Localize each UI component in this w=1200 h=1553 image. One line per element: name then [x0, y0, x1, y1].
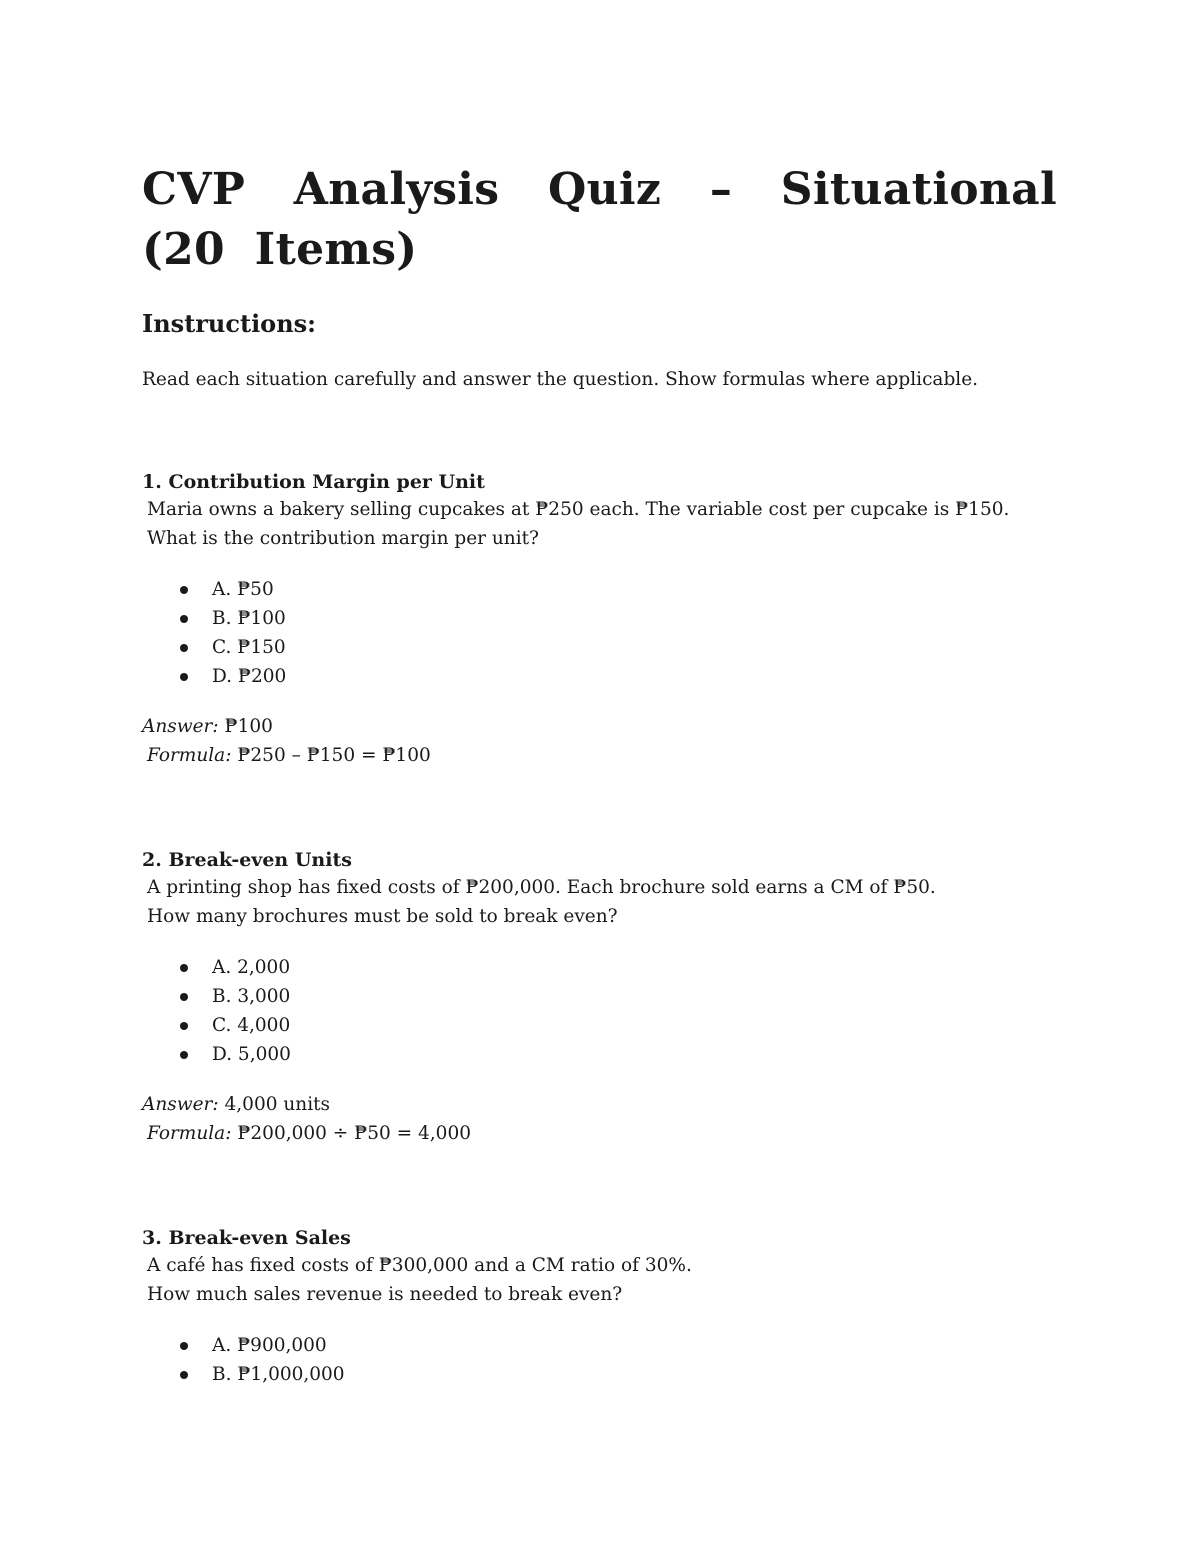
question-heading: 2. Break-even Units — [142, 849, 352, 871]
option-label: D. 5,000 — [212, 1044, 291, 1065]
bullet-icon — [180, 1342, 188, 1350]
option-label: A. ₱900,000 — [212, 1335, 327, 1356]
formula-label: Formula: — [147, 744, 232, 766]
question-1 — [142, 468, 1057, 770]
answer-line — [142, 1091, 1057, 1120]
answer-value: ₱100 — [224, 716, 273, 737]
option-item — [180, 1331, 1057, 1360]
answer-block — [142, 1091, 1057, 1148]
bullet-icon — [180, 1051, 188, 1059]
formula-line — [142, 1120, 1057, 1149]
bullet-icon — [180, 1022, 188, 1030]
question-prompt: How many brochures must be sold to break even? — [147, 905, 618, 927]
bullet-icon — [180, 673, 188, 681]
question-situation: A printing shop has fixed costs of ₱200,000. Each brochure sold earns a CM of ₱50. — [147, 877, 936, 898]
question-situation: A café has fixed costs of ₱300,000 and a CM ratio of 30%. — [147, 1255, 692, 1276]
question-prompt: What is the contribution margin per unit? — [147, 527, 539, 549]
option-item — [180, 1040, 1057, 1069]
bullet-icon — [180, 615, 188, 623]
option-list — [142, 575, 1057, 691]
option-item — [180, 1360, 1057, 1389]
answer-line — [142, 713, 1057, 742]
bullet-icon — [180, 993, 188, 1001]
option-item — [180, 982, 1057, 1011]
question-heading: 1. Contribution Margin per Unit — [142, 471, 485, 493]
option-label: A. ₱50 — [212, 579, 274, 600]
option-item — [180, 953, 1057, 982]
option-label: D. ₱200 — [212, 666, 287, 687]
document-title: CVP Analysis Quiz – Situational (20 Items) — [142, 164, 1057, 275]
answer-block — [142, 713, 1057, 770]
answer-label: Answer: — [142, 716, 219, 737]
answer-value: 4,000 units — [224, 1094, 331, 1115]
option-label: C. 4,000 — [212, 1015, 291, 1036]
bullet-icon — [180, 1371, 188, 1379]
formula-value: ₱250 – ₱150 = ₱100 — [237, 744, 431, 766]
option-item — [180, 575, 1057, 604]
option-item — [180, 1011, 1057, 1040]
option-item — [180, 604, 1057, 633]
question-2 — [142, 846, 1057, 1148]
option-list — [142, 1331, 1057, 1389]
instructions-text: Read each situation carefully and answer the question. Show formulas where applicable. — [142, 369, 979, 390]
option-label: B. ₱1,000,000 — [212, 1364, 345, 1385]
question-3 — [142, 1224, 1057, 1389]
formula-line — [142, 742, 1057, 771]
option-label: B. 3,000 — [212, 986, 291, 1007]
bullet-icon — [180, 644, 188, 652]
answer-label: Answer: — [142, 1094, 219, 1115]
formula-value: ₱200,000 ÷ ₱50 = 4,000 — [237, 1122, 471, 1144]
instructions-heading: Instructions: — [142, 309, 317, 338]
formula-label: Formula: — [147, 1122, 232, 1144]
bullet-icon — [180, 586, 188, 594]
question-prompt: How much sales revenue is needed to break even? — [147, 1283, 623, 1305]
option-item — [180, 662, 1057, 691]
option-list — [142, 953, 1057, 1069]
question-situation: Maria owns a bakery selling cupcakes at ₱250 each. The variable cost per cupcake is ₱150. — [147, 499, 1010, 520]
option-label: A. 2,000 — [212, 957, 291, 978]
option-label: C. ₱150 — [212, 637, 286, 658]
option-item — [180, 633, 1057, 662]
option-label: B. ₱100 — [212, 608, 286, 629]
bullet-icon — [180, 964, 188, 972]
question-heading: 3. Break-even Sales — [142, 1227, 351, 1249]
